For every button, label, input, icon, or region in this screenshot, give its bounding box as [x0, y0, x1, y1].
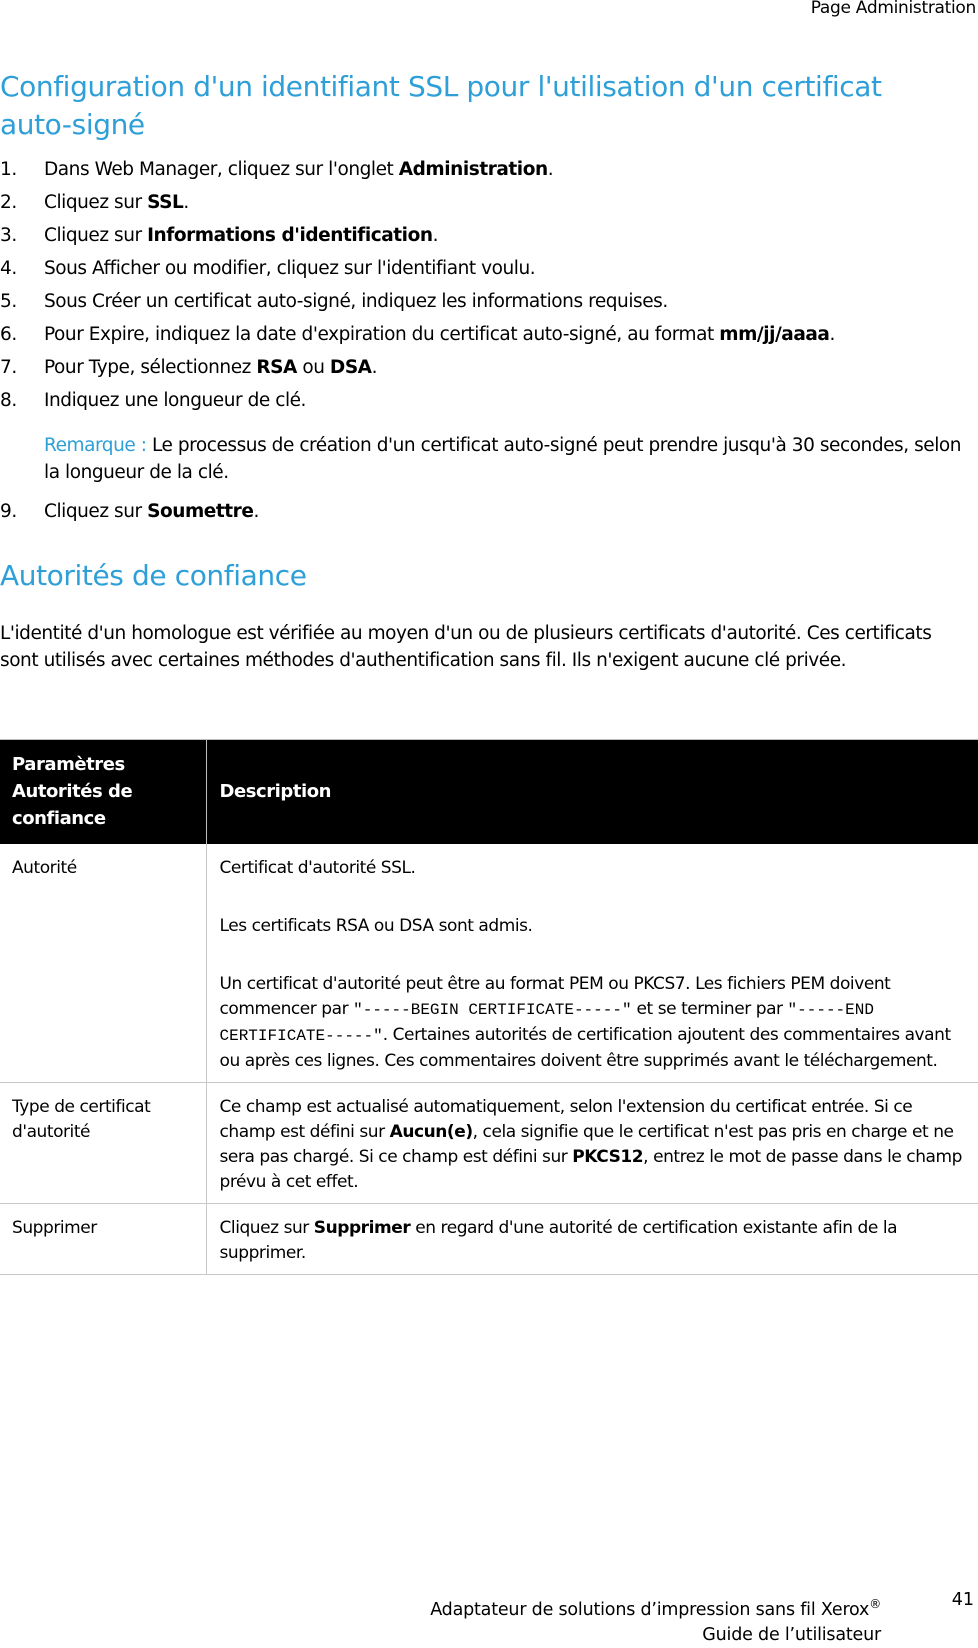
param-cell: Type de certificat d'autorité [0, 1083, 206, 1204]
footer-product: Adaptateur de solutions d’impression sans fil Xerox [430, 1599, 870, 1620]
description-cell: Certificat d'autorité SSL. Les certificats RSA ou DSA sont admis. Un certificat d'autorité peut être au format PEM ou PKCS7. Les fichiers PEM doivent commencer par "-----BEGIN CERTIFICATE-----" et se terminer par "-----END CERTIFICATE-----". Certaines autorités de certification ajoutent des commentaires avant ou après ces lignes. Ces commentaires doivent être supprimés avant le téléchargement. [206, 844, 978, 1083]
footer-guide: Guide de l’utilisateur [702, 1624, 881, 1645]
code-begin-certificate: "-----BEGIN CERTIFICATE-----" [353, 1001, 632, 1019]
note-label: Remarque : [44, 435, 152, 456]
step-item: 7. Pour Type, sélectionnez RSA ou DSA. [0, 357, 377, 378]
section-title-ssl: Configuration d'un identifiant SSL pour l'utilisation d'un certificat auto-signé [0, 70, 882, 141]
steps-list [0, 156, 978, 420]
code-end-certificate: "-----END CERTIFICATE-----" [219, 1001, 874, 1045]
running-header: Page Administration [810, 0, 976, 18]
page-number: 41 [951, 1590, 974, 1610]
param-cell: Autorité [0, 844, 206, 1083]
step-item: 9. Cliquez sur Soumettre. [0, 501, 259, 522]
footer [430, 1592, 881, 1648]
table-header-row [0, 740, 978, 845]
step-item: 5. Sous Créer un certificat auto-signé, indiquez les informations requises. [0, 291, 668, 312]
section-title-trusted-authorities: Autorités de confiance [0, 559, 307, 592]
step-item: 3. Cliquez sur Informations d'identification. [0, 225, 438, 246]
step-item: 2. Cliquez sur SSL. [0, 192, 189, 213]
step-item: 8. Indiquez une longueur de clé. [0, 390, 306, 411]
note [44, 432, 978, 486]
column-header-description: Description [206, 740, 978, 845]
trademark-symbol: ® [869, 1597, 881, 1611]
intro-paragraph: L'identité d'un homologue est vérifiée au moyen d'un ou de plusieurs certificats d'autorité. Ces certificats sont utilisés avec certaines méthodes d'authentification sans fil. Ils n'exigent aucune clé privée. [0, 623, 932, 671]
column-header-parameters: Paramètres Autorités de confiance [0, 740, 206, 845]
description-cell: Cliquez sur Supprimer en regard d'une autorité de certification existante afin de la supprimer. [206, 1204, 978, 1275]
step-item: 1. Dans Web Manager, cliquez sur l'onglet Administration. [0, 159, 554, 180]
step-item: 4. Sous Afficher ou modifier, cliquez sur l'identifiant voulu. [0, 258, 536, 279]
parameters-table [0, 739, 978, 1275]
table-row [0, 844, 978, 1083]
table-row [0, 1083, 978, 1204]
step-item: 6. Pour Expire, indiquez la date d'expiration du certificat auto-signé, au format mm/jj/aaaa. [0, 324, 835, 345]
note-text: Le processus de création d'un certificat auto-signé peut prendre jusqu'à 30 secondes, selon la longueur de la clé. [44, 435, 962, 483]
description-cell: Ce champ est actualisé automatiquement, selon l'extension du certificat entrée. Si ce champ est défini sur Aucun(e), cela signifie que le certificat n'est pas pris en charge et ne sera pas chargé. Si ce champ est défini sur PKCS12, entrez le mot de passe dans le champ prévu à cet effet. [206, 1083, 978, 1204]
table-row [0, 1204, 978, 1275]
param-cell: Supprimer [0, 1204, 206, 1275]
